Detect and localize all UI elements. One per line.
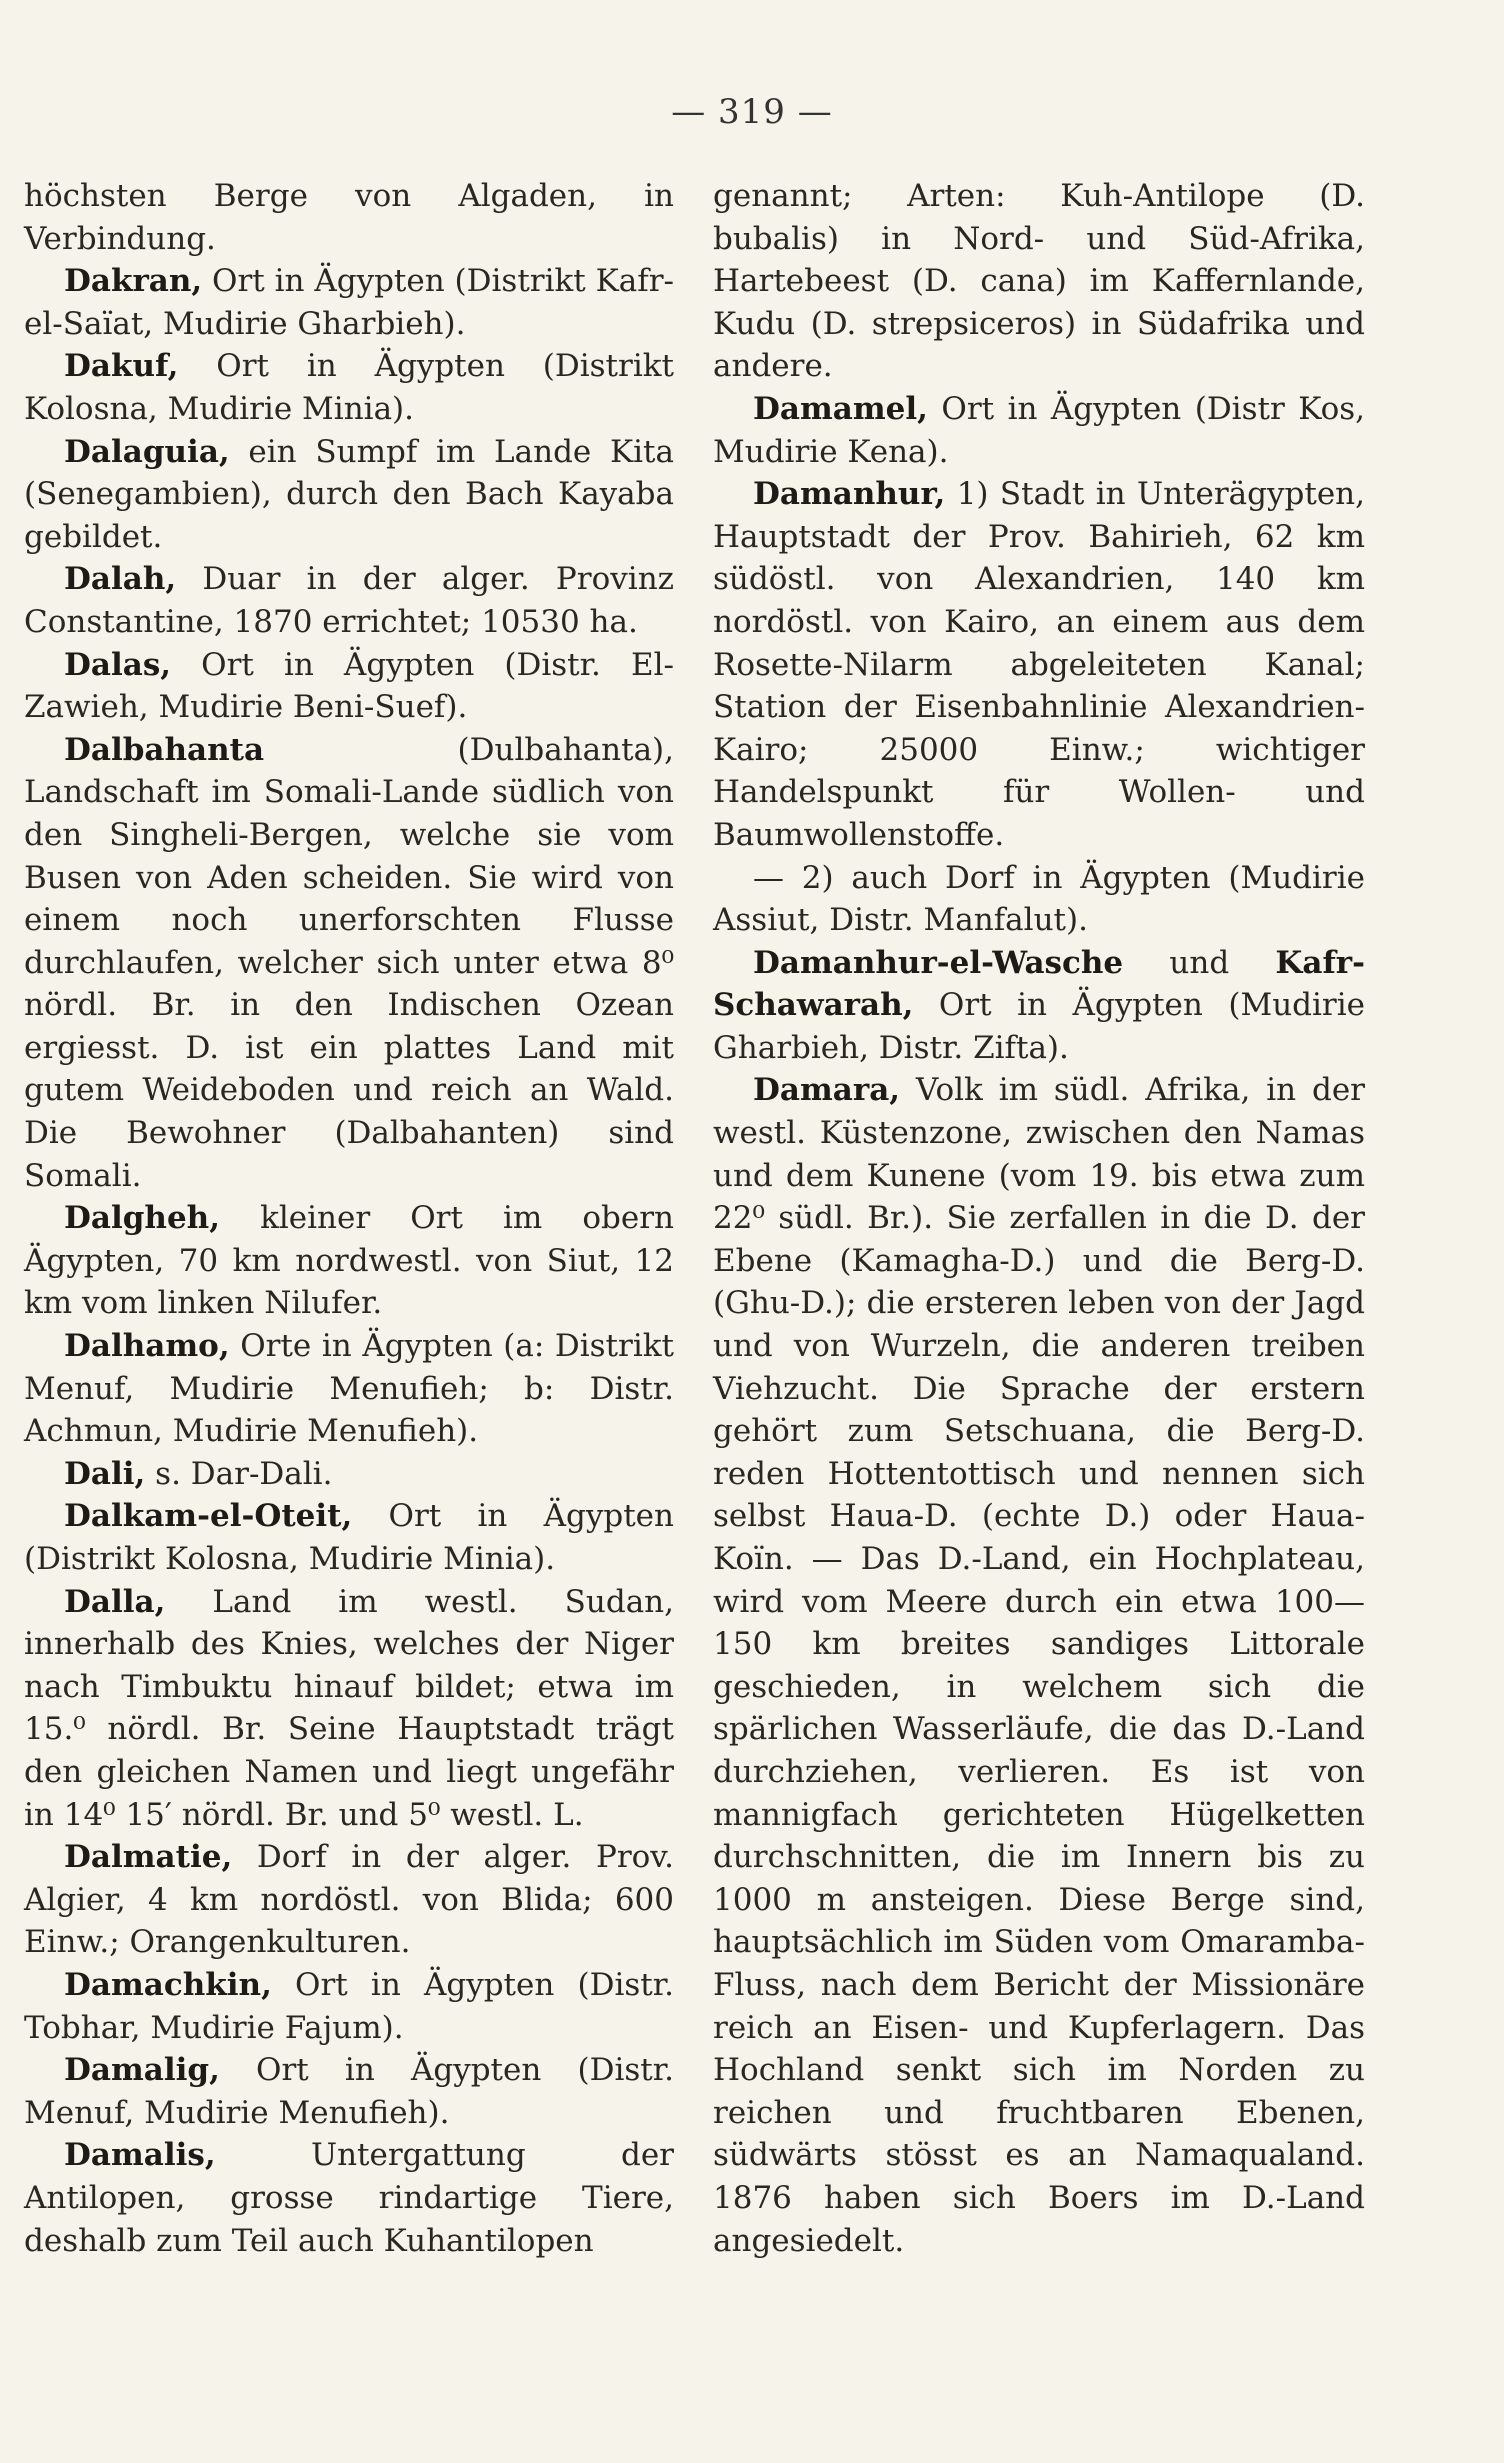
entry-text: höchsten Berge von Algaden, in Verbindung. (24, 178, 674, 257)
right-column (713, 175, 1365, 2262)
entry-headword: Damanhur, (753, 476, 946, 513)
left-column (24, 175, 674, 2262)
entry-text: (Dulbahanta), Landschaft im Somali-Lande südlich von den Singheli-Bergen, welche sie vom Busen von Aden scheiden. Sie wird von einem noch unerforschten Flusse durchlaufen, welcher sich unter etwa 8⁰ nördl. Br. in den Indischen Ozean ergiesst. D. ist ein plattes Land mit gutem Weideboden und reich an Wald. Die Bewohner (Dalbahanten) sind Somali. (24, 731, 674, 1194)
dictionary-entry (24, 345, 674, 430)
dictionary-entry (24, 1197, 674, 1325)
entry-text: Ort in Ägypten (Distr. Tobhar, Mudirie Fajum). (24, 1966, 674, 2046)
entry-text: genannt; Arten: Kuh-Antilope (D. bubalis) in Nord- und Süd-Afrika, Hartebeest (D. cana) im Kaffernlande, Kudu (D. strepsiceros) in Südafrika und andere. (713, 178, 1365, 385)
entry-headword: Dali, (64, 1455, 146, 1492)
entry-headword: Damanhur-el-Wasche (753, 944, 1124, 981)
entry-text: Ort in Ägypten (Distr. El-Zawieh, Mudirie Beni-Suef). (24, 646, 674, 726)
dictionary-entry (24, 175, 674, 260)
entry-text: Dorf in der alger. Prov. Algier, 4 km nordöstl. von Blida; 600 Einw.; Orangenkulturen. (24, 1839, 674, 1961)
entry-text: Ort in Ägypten (Distrikt Kafr-el-Saïat, Mudirie Gharbieh). (24, 263, 675, 342)
entry-headword: Dakran, (64, 263, 203, 300)
entry-headword: Dalkam-el-Oteit, (64, 1498, 353, 1535)
entry-text: Land im westl. Sudan, innerhalb des Knies, welches der Niger nach Timbuktu hinauf bildet; etwa im 15.⁰ nördl. Br. Seine Hauptstadt trägt den gleichen Namen und liegt ungefähr in 14⁰ 15′ nördl. Br. und 5⁰ westl. L. (24, 1583, 674, 1833)
dictionary-entry (24, 1964, 674, 2049)
dictionary-entry (713, 942, 1365, 1070)
dictionary-entry (24, 2134, 674, 2262)
entry-text: — 2) auch Dorf in Ägypten (Mudirie Assiut, Distr. Manfalut). (713, 859, 1365, 939)
entry-text: Ort in Ägypten (Distrikt Kolosna, Mudirie Minia). (24, 1498, 674, 1577)
entry-headword: Dalgheh, (64, 1200, 221, 1237)
dictionary-entry (24, 644, 674, 729)
entry-text: Untergattung der Antilopen, grosse rindartige Tiere, deshalb zum Teil auch Kuhantilopen (24, 2137, 674, 2259)
entry-text: Duar in der alger. Provinz Constantine, 1870 errichtet; 10530 ha. (24, 561, 674, 640)
dictionary-entry (713, 1069, 1365, 2262)
entry-headword: Damamel, (753, 390, 928, 427)
dictionary-entry (24, 2049, 674, 2134)
dictionary-entry (24, 1453, 674, 1496)
entry-headword: Dalmatie, (64, 1839, 233, 1876)
dictionary-entry (24, 1836, 674, 1964)
entry-headword: Dalah, (64, 561, 177, 598)
entry-headword: Dalaguia, (64, 433, 230, 470)
entry-text: Ort in Ägypten (Distr. Menuf, Mudirie Menufieh). (24, 2052, 674, 2131)
entry-headword: Damachkin, (64, 1966, 272, 2003)
entry-headword: Kafr-Schawarah, (713, 944, 1365, 1024)
entry-headword: Dakuf, (64, 348, 179, 385)
entry-headword: Dalas, (64, 646, 172, 683)
entry-text: Ort in Ägypten (Distr Kos, Mudirie Kena). (713, 390, 1365, 470)
entry-text: Volk im südl. Afrika, in der westl. Küstenzone, zwischen den Namas und dem Kunene (vom 19. bis etwa zum 22⁰ südl. Br.). Sie zerfallen in die D. der Ebene (Kamagha-D.) und die Berg-D. (Ghu-D.); die ersteren leben von der Jagd und von Wurzeln, die anderen treiben Viehzucht. Die Sprache der erstern gehört zum Setschuana, die Berg-D. reden Hottentottisch und nennen sich selbst Haua-D. (echte D.) oder Haua-Koïn. — Das D.-Land, ein Hochplateau, wird vom Meere durch ein etwa 100—150 km breites sandiges Littorale geschieden, in welchem sich die spärlichen Wasserläufe, die das D.-Land durchziehen, verlieren. Es ist von mannigfach gerichteten Hügelketten durchschnitten, die im Innern bis zu 1000 m ansteigen. Diese Berge sind, hauptsächlich im Süden vom Omaramba-Fluss, nach dem Bericht der Missionäre reich an Eisen- und Kupferlagern. Das Hochland senkt sich im Norden zu reichen und fruchtbaren Ebenen, südwärts stösst es an Namaqualand. 1876 haben sich Boers im D.-Land angesiedelt. (713, 1072, 1365, 2259)
dictionary-entry (713, 175, 1365, 388)
entry-text: kleiner Ort im obern Ägypten, 70 km nordwestl. von Siut, 12 km vom linken Nilufer. (24, 1200, 674, 1322)
entry-text: s. Dar-Dali. (145, 1455, 333, 1492)
entry-text: und (1123, 944, 1276, 981)
entry-text: Ort in Ägypten (Mudirie Gharbieh, Distr. Zifta). (713, 987, 1365, 1066)
entry-headword: Dalbahanta (64, 731, 265, 768)
dictionary-entry (24, 1495, 674, 1580)
entry-text: ein Sumpf im Lande Kita (Senegambien), durch den Bach Kayaba gebildet. (24, 433, 674, 555)
dictionary-entry (713, 857, 1365, 942)
entry-headword: Damalig, (64, 2052, 220, 2089)
entry-headword: Dalla, (64, 1583, 166, 1620)
entry-text: Ort in Ägypten (Distrikt Kolosna, Mudirie Minia). (24, 348, 674, 427)
dictionary-entry (24, 1581, 674, 1837)
page-number: — 319 — (671, 92, 833, 132)
entry-headword: Damara, (753, 1072, 901, 1109)
dictionary-entry (713, 388, 1365, 473)
dictionary-entry (713, 473, 1365, 856)
dictionary-entry (24, 260, 674, 345)
entry-text: Orte in Ägypten (a: Distrikt Menuf, Mudirie Menufieh; b: Distr. Achmun, Mudirie Menufieh). (24, 1328, 674, 1450)
entry-text: 1) Stadt in Unterägypten, Hauptstadt der Prov. Bahirieh, 62 km südöstl. von Alexandrien, 140 km nordöstl. von Kairo, an einem aus dem Rosette-Nilarm abgeleiteten Kanal; Station der Eisenbahnlinie Alexandrien-Kairo; 25000 Einw.; wichtiger Handelspunkt für Wollen- und Baumwollenstoffe. (713, 476, 1365, 853)
dictionary-entry (24, 558, 674, 643)
dictionary-entry (24, 431, 674, 559)
dictionary-entry (24, 729, 674, 1198)
entry-headword: Dalhamo, (64, 1328, 230, 1365)
dictionary-entry (24, 1325, 674, 1453)
entry-headword: Damalis, (64, 2137, 216, 2174)
